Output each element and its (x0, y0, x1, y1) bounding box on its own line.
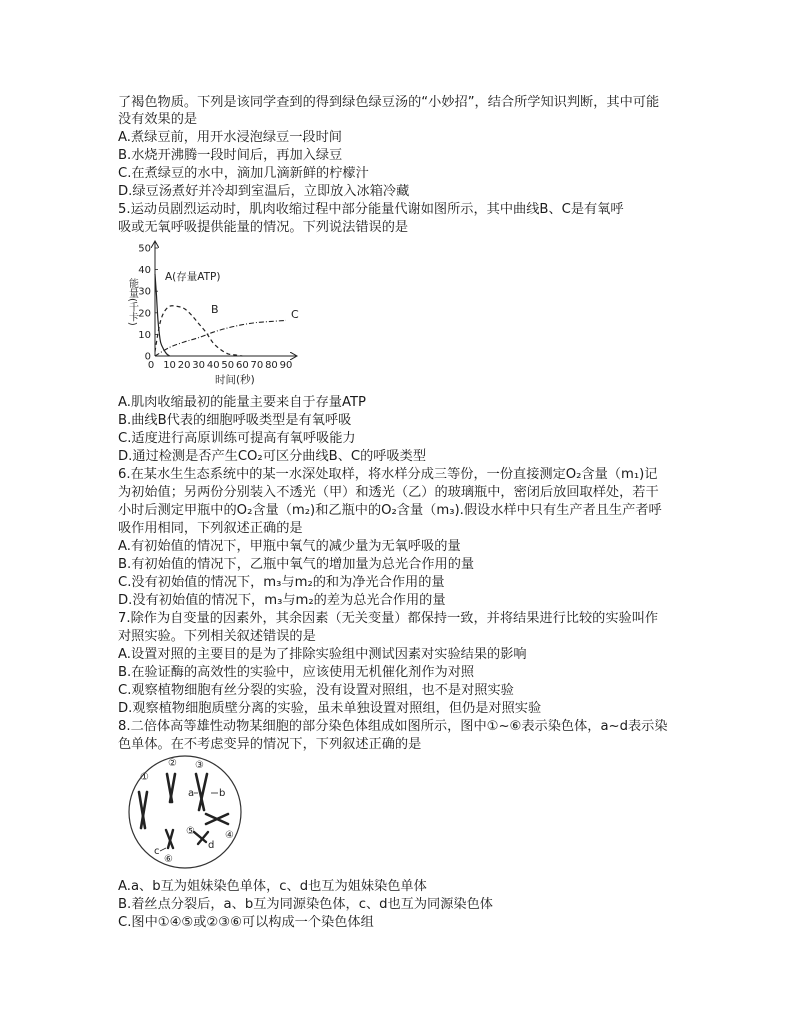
q6-option-d: D.没有初始值的情况下，m₃与m₂的差为总光合作用的量 (118, 593, 446, 608)
q6-option-a: A.有初始值的情况下，甲瓶中氧气的减少量为无氧呼吸的量 (118, 539, 461, 554)
label-chromatid-d: d (208, 840, 215, 851)
q4-option-d: D.绿豆汤煮好并冷却到室温后，立即放入冰箱冷藏 (118, 184, 410, 199)
chromosome-cell-figure (118, 752, 253, 874)
chromosome-6 (166, 830, 173, 848)
q4-option-b: B.水烧开沸腾一段时间后，再加入绿豆 (118, 148, 343, 163)
q6-stem-line1: 6.在某水生生态系统中的某一水深处取样，将水样分成三等份，一份直接测定O₂含量（m₁)记 (118, 467, 658, 482)
q6-stem-line2: 为初始值；另两份分别装入不透光（甲）和透光（乙）的玻璃瓶中，密闭后放回取样处，若干 (118, 485, 659, 500)
q4-option-c: C.在煮绿豆的水中，滴加几滴新鲜的柠檬汁 (118, 166, 369, 181)
q7-option-b: B.在验证酶的高效性的实验中，应该使用无机催化剂作为对照 (118, 665, 475, 680)
q4-stem-continued: 了褐色物质。下列是该同学查到的得到绿色绿豆汤的“小妙招”，结合所学知识判断，其中可能 (118, 95, 660, 110)
x-tick-label: 70 (250, 360, 264, 371)
q7-option-c: C.观察植物细胞有丝分裂的实验，没有设置对照组，也不是对照实验 (118, 683, 514, 698)
y-tick-label: 40 (138, 265, 151, 277)
y-tick-label: 30 (138, 286, 151, 298)
q4-stem-end: 没有效果的是 (118, 112, 198, 127)
y-tick-label: 50 (138, 243, 151, 255)
curve-a-label: A(存量ATP) (165, 271, 221, 283)
curve-c-label: C (291, 308, 299, 321)
q8-stem-line2: 色单体。在不考虑变异的情况下，下列叙述正确的是 (118, 737, 422, 752)
label-chromatid-c: c (154, 846, 160, 857)
q5-stem-line2: 吸或无氧呼吸提供能量的情况。下列说法错误的是 (118, 220, 409, 235)
q5-option-a: A.肌肉收缩最初的能量主要来自于存量ATP (118, 395, 366, 410)
curve-b-label: B (211, 303, 219, 316)
label-chromosome-6: ⑥ (164, 854, 173, 865)
x-tick-label: 0 (147, 360, 155, 371)
x-tick-label: 80 (265, 360, 278, 371)
q5-option-c: C.适度进行高原训练可提高有氧呼吸能力 (118, 431, 356, 446)
q8-option-a: A.a、b互为姐妹染色单体，c、d也互为姐妹染色单体 (118, 879, 427, 894)
x-tick-label: 60 (235, 360, 249, 371)
label-chromatid-a: a (188, 788, 195, 799)
chromosome-4 (206, 814, 228, 824)
q5-option-b: B.曲线B代表的细胞呼吸类型是有氧呼吸 (118, 413, 352, 428)
label-chromosome-3: ③ (195, 760, 204, 771)
q7-stem-line1: 7.除作为自变量的因素外，其余因素（无关变量）都保持一致，并将结果进行比较的实验叫作 (118, 611, 659, 626)
chromosome-2 (167, 774, 175, 802)
label-chromosome-2: ② (168, 758, 177, 769)
q4-option-a: A.煮绿豆前，用开水浸泡绿豆一段时间 (118, 130, 342, 145)
q6-option-b: B.有初始值的情况下，乙瓶中氧气的增加量为总光合作用的量 (118, 557, 475, 572)
q8-option-c: C.图中①④⑤或②③⑥可以构成一个染色体组 (118, 915, 374, 930)
q6-stem-line4: 吸作用相同，下列叙述正确的是 (118, 521, 303, 536)
label-chromosome-5: ⑤ (186, 826, 195, 837)
chromosome-3 (196, 774, 207, 810)
q5-stem-line1: 5.运动员剧烈运动时，肌肉收缩过程中部分能量代谢如图所示，其中曲线B、C是有氧呼 (118, 202, 624, 217)
q5-option-d: D.通过检测是否产生CO₂可区分曲线B、C的呼吸类型 (118, 449, 427, 464)
y-tick-label: 10 (138, 329, 151, 341)
x-axis-label: 时间(秒) (215, 374, 255, 386)
x-tick-label: 20 (177, 360, 191, 371)
x-tick-label: 10 (163, 360, 176, 371)
q7-stem-line2: 对照实验。下列相关叙述错误的是 (118, 629, 316, 644)
label-chromatid-b: b (219, 788, 226, 799)
q6-stem-line3: 小时后测定甲瓶中的O₂含量（m₂)和乙瓶中的O₂含量（m₃).假设水样中只有生产者且生产者呼 (118, 503, 662, 518)
q8-option-b: B.着丝点分裂后，a、b互为同源染色体，c、d也互为同源染色体 (118, 897, 493, 912)
x-tick-label: 40 (206, 360, 220, 371)
q7-option-a: A.设置对照的主要目的是为了排除实验组中测试因素对实验结果的影响 (118, 647, 527, 662)
chromosome-1 (139, 792, 147, 828)
energy-chart (118, 238, 318, 388)
label-chromosome-1: ① (140, 772, 149, 783)
q8-stem-line1: 8.二倍体高等雄性动物某细胞的部分染色体组成如图所示，图中①~⑥表示染色体，a~d表示染 (118, 719, 668, 734)
x-tick-label: 90 (279, 360, 293, 371)
y-tick-label: 20 (138, 308, 151, 320)
label-chromosome-4: ④ (225, 830, 234, 841)
chromosome-5 (194, 832, 208, 844)
y-axis-label: 能量(千卡) (126, 278, 138, 326)
x-tick-label: 50 (221, 360, 235, 371)
q7-option-d: D.观察植物细胞质壁分离的实验，虽未单独设置对照组，但仍是对照实验 (118, 701, 542, 716)
q6-option-c: C.没有初始值的情况下，m₃与m₂的和为净光合作用的量 (118, 575, 445, 590)
y-tick-label: 0 (144, 351, 151, 363)
curve-c (155, 320, 286, 356)
x-tick-label: 30 (192, 360, 206, 371)
